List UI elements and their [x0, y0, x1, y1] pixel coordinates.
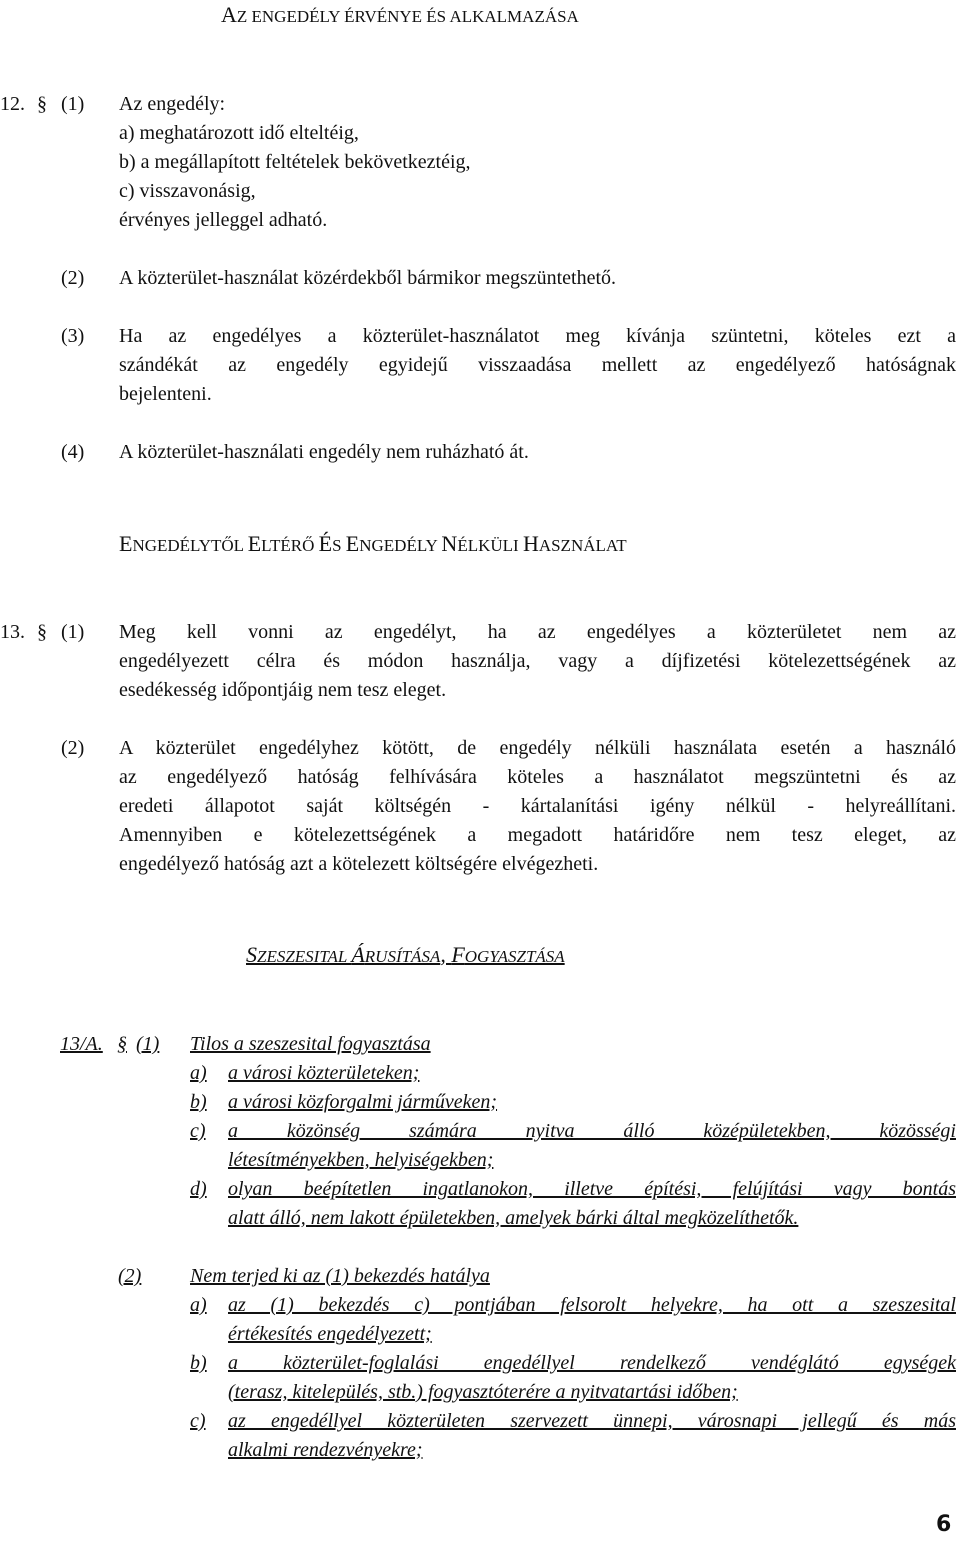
heading-part: É: [318, 531, 333, 556]
heading-part: OGYASZTÁSA: [464, 947, 565, 966]
heading-part: NGEDÉLYTŐL: [132, 536, 248, 555]
heading-part: RUSÍTÁSA: [364, 947, 441, 966]
item-number: (1): [61, 93, 85, 115]
text-line: bejelenteni.: [119, 383, 212, 405]
subitem-label: a): [190, 1294, 207, 1316]
heading-part: LTÉRŐ: [261, 536, 319, 555]
heading-part: E: [119, 531, 133, 556]
subitem-label: c): [190, 1120, 206, 1142]
text-line: Ha az engedélyes a közterület-használatot meg kívánja szüntetni, köteles ezt a: [119, 325, 956, 347]
section-heading-1: [221, 0, 579, 31]
text-line: létesítményekben, helyiségekben;: [228, 1149, 494, 1171]
heading-rest: Z ENGEDÉLY ÉRVÉNYE ÉS ALKALMAZÁSA: [236, 7, 579, 26]
section-heading-3: [246, 940, 565, 971]
subitem-label: b): [190, 1352, 207, 1374]
text-line: az engedéllyel közterületen szervezett ünnepi, városnapi jellegű és más: [228, 1410, 956, 1432]
text-line: a közterület-foglalási engedéllyel rendelkező vendéglátó egységek: [228, 1352, 956, 1374]
text-line: a városi közforgalmi járműveken;: [228, 1091, 498, 1113]
text-line: A közterület-használat közérdekből bármikor megszüntethető.: [119, 267, 617, 289]
item-number: (4): [61, 441, 85, 463]
text-line: értékesítés engedélyezett;: [228, 1323, 432, 1345]
text-line: (terasz, kitelepülés, stb.) fogyasztóterére a nyitvatartási időben;: [228, 1381, 738, 1403]
heading-part: ASZNÁLAT: [538, 536, 627, 555]
paragraph-number: 12.: [0, 93, 25, 115]
text-line: az (1) bekezdés c) pontjában felsorolt helyekre, ha ott a szeszesital: [228, 1294, 956, 1316]
page-number: 6: [936, 1512, 952, 1537]
text-line: engedélyezett célra és módon használja, vagy a díjfizetési kötelezettségének az: [119, 650, 956, 672]
paragraph-number: 13.: [0, 621, 25, 643]
section-sign: §: [117, 1033, 127, 1055]
subitem-label: a): [190, 1062, 207, 1084]
text-line: a városi közterületeken;: [228, 1062, 420, 1084]
text-line: érvényes jelleggel adható.: [119, 209, 328, 231]
subitem-label: b): [190, 1091, 207, 1113]
item-number: (3): [61, 325, 85, 347]
text-line: alkalmi rendezvényekre;: [228, 1439, 423, 1461]
text-line: alatt álló, nem lakott épületekben, amelyek bárki által megközelíthetők.: [228, 1207, 799, 1229]
section-sign: §: [37, 93, 47, 115]
paragraph-number: 13/A.: [60, 1033, 103, 1055]
section-heading-2: [119, 529, 627, 560]
text-line: engedélyező hatóság azt a kötelezett költségére elvégezheti.: [119, 853, 599, 875]
heading-part: H: [522, 531, 539, 556]
item-number: (1): [136, 1033, 160, 1055]
heading-part: NGEDÉLY: [359, 536, 442, 555]
heading-part: ,: [440, 942, 452, 967]
text-line: A közterület engedélyhez kötött, de engedély nélküli használata esetén a használó: [119, 737, 956, 759]
text-line: b) a megállapított feltételek bekövetkeztéig,: [119, 151, 471, 173]
text-line: az engedélyező hatóság felhívására köteles a használatot megszüntetni és az: [119, 766, 956, 788]
text-line: olyan beépítetlen ingatlanokon, illetve építési, felújítási vagy bontás: [228, 1178, 956, 1200]
heading-part: E: [345, 531, 360, 556]
heading-initial: A: [221, 2, 237, 27]
text-line: Amennyiben e kötelezettségének a megadott határidőre nem tesz eleget, az: [119, 824, 956, 846]
text-line: A közterület-használati engedély nem ruházható át.: [119, 441, 529, 463]
item-number: (2): [118, 1265, 142, 1287]
text-line: c) visszavonásig,: [119, 180, 256, 202]
text-line: Meg kell vonni az engedélyt, ha az engedélyes a közterületet nem az: [119, 621, 956, 643]
text-line: a) meghatározott idő elteltéig,: [119, 122, 359, 144]
heading-part: E: [247, 531, 262, 556]
item-intro: Tilos a szeszesital fogyasztása: [190, 1033, 431, 1055]
heading-part: Á: [351, 942, 365, 967]
heading-part: F: [451, 942, 465, 967]
subitem-label: c): [190, 1410, 206, 1432]
heading-part: ZESZESITAL: [257, 947, 352, 966]
text-line: szándékát az engedély egyidejű visszaadása mellett az engedélyező hatóságnak: [119, 354, 956, 376]
heading-part: ÉLKÜLI: [457, 536, 523, 555]
text-line: a közönség számára nyitva álló középületekben, közösségi: [228, 1120, 956, 1142]
item-number: (2): [61, 267, 85, 289]
item-intro: Nem terjed ki az (1) bekezdés hatálya: [190, 1265, 490, 1287]
heading-part: N: [441, 531, 458, 556]
subitem-label: d): [190, 1178, 207, 1200]
text-line: eredeti állapotot saját költségén - kártalanítási igény nélkül - helyreállítani.: [119, 795, 956, 817]
text-line: esedékesség időpontjáig nem tesz eleget.: [119, 679, 447, 701]
heading-part: S: [246, 942, 257, 967]
section-sign: §: [37, 621, 47, 643]
item-number: (1): [61, 621, 85, 643]
text-line: Az engedély:: [119, 93, 226, 115]
heading-part: S: [332, 536, 346, 555]
item-number: (2): [61, 737, 85, 759]
